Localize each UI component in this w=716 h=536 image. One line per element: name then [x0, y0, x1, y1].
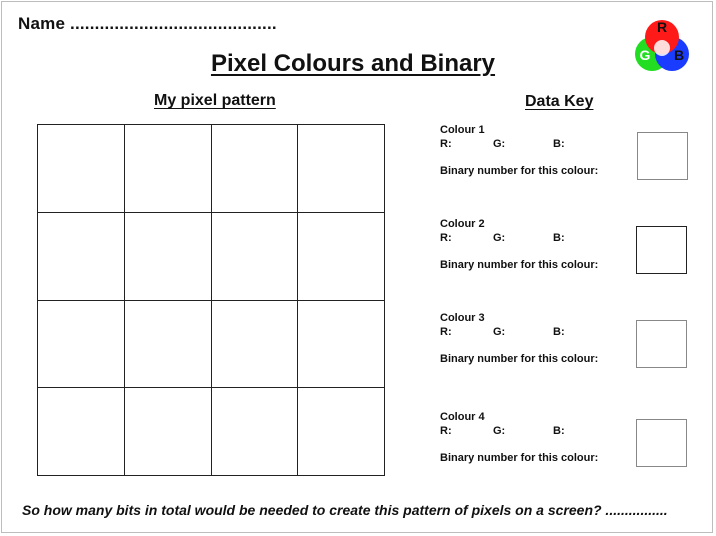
binary-label: Binary number for this colour:: [440, 165, 599, 177]
pixel-cell[interactable]: [212, 301, 299, 389]
binary-label: Binary number for this colour:: [440, 259, 599, 271]
rgb-row: [440, 325, 610, 339]
pixel-grid: [37, 124, 385, 476]
logo-letter-b: B: [673, 47, 685, 63]
pixel-cell[interactable]: [125, 125, 212, 213]
colour-entry-3: [440, 311, 610, 365]
green-value-label: G:: [493, 425, 506, 437]
logo-letter-r: R: [656, 19, 668, 35]
pixel-cell[interactable]: [298, 125, 385, 213]
colour-swatch-2[interactable]: [636, 226, 687, 274]
colour-entry-1: [440, 123, 610, 177]
rgb-venn-logo-icon: [632, 16, 692, 76]
binary-label: Binary number for this colour:: [440, 452, 599, 464]
pattern-heading: My pixel pattern: [154, 92, 276, 109]
green-value-label: G:: [493, 232, 506, 244]
colour-swatch-3[interactable]: [636, 320, 687, 368]
pixel-cell[interactable]: [38, 388, 125, 476]
blue-value-label: B:: [553, 326, 565, 338]
colour-swatch-4[interactable]: [636, 419, 687, 467]
blue-value-label: B:: [553, 425, 565, 437]
pixel-cell[interactable]: [298, 388, 385, 476]
colour-label: Colour 4: [440, 411, 485, 423]
rgb-row: [440, 137, 610, 151]
colour-label: Colour 3: [440, 312, 485, 324]
pixel-cell[interactable]: [38, 213, 125, 301]
page-title: Pixel Colours and Binary: [210, 50, 496, 77]
pixel-cell[interactable]: [38, 125, 125, 213]
blue-value-label: B:: [553, 138, 565, 150]
colour-entry-4: [440, 410, 610, 464]
pixel-cell[interactable]: [298, 213, 385, 301]
pixel-cell[interactable]: [125, 213, 212, 301]
green-value-label: G:: [493, 138, 506, 150]
rgb-row: [440, 231, 610, 245]
red-value-label: R:: [440, 425, 452, 437]
pixel-cell[interactable]: [212, 125, 299, 213]
blue-value-label: B:: [553, 232, 565, 244]
logo-letter-g: G: [639, 47, 651, 63]
pixel-cell[interactable]: [212, 213, 299, 301]
data-key-heading: Data Key: [525, 93, 594, 110]
red-value-label: R:: [440, 326, 452, 338]
green-value-label: G:: [493, 326, 506, 338]
red-value-label: R:: [440, 232, 452, 244]
pixel-cell[interactable]: [212, 388, 299, 476]
pixel-cell[interactable]: [38, 301, 125, 389]
rgb-row: [440, 424, 610, 438]
pixel-cell[interactable]: [125, 388, 212, 476]
pixel-cell[interactable]: [125, 301, 212, 389]
binary-label: Binary number for this colour:: [440, 353, 599, 365]
colour-entry-2: [440, 217, 610, 271]
bits-question: So how many bits in total would be needed to create this pattern of pixels on a screen? ................: [22, 502, 668, 518]
pixel-cell[interactable]: [298, 301, 385, 389]
name-field: Name ..........................................: [18, 14, 277, 33]
colour-label: Colour 2: [440, 218, 485, 230]
colour-swatch-1[interactable]: [637, 132, 688, 180]
colour-label: Colour 1: [440, 124, 485, 136]
red-value-label: R:: [440, 138, 452, 150]
